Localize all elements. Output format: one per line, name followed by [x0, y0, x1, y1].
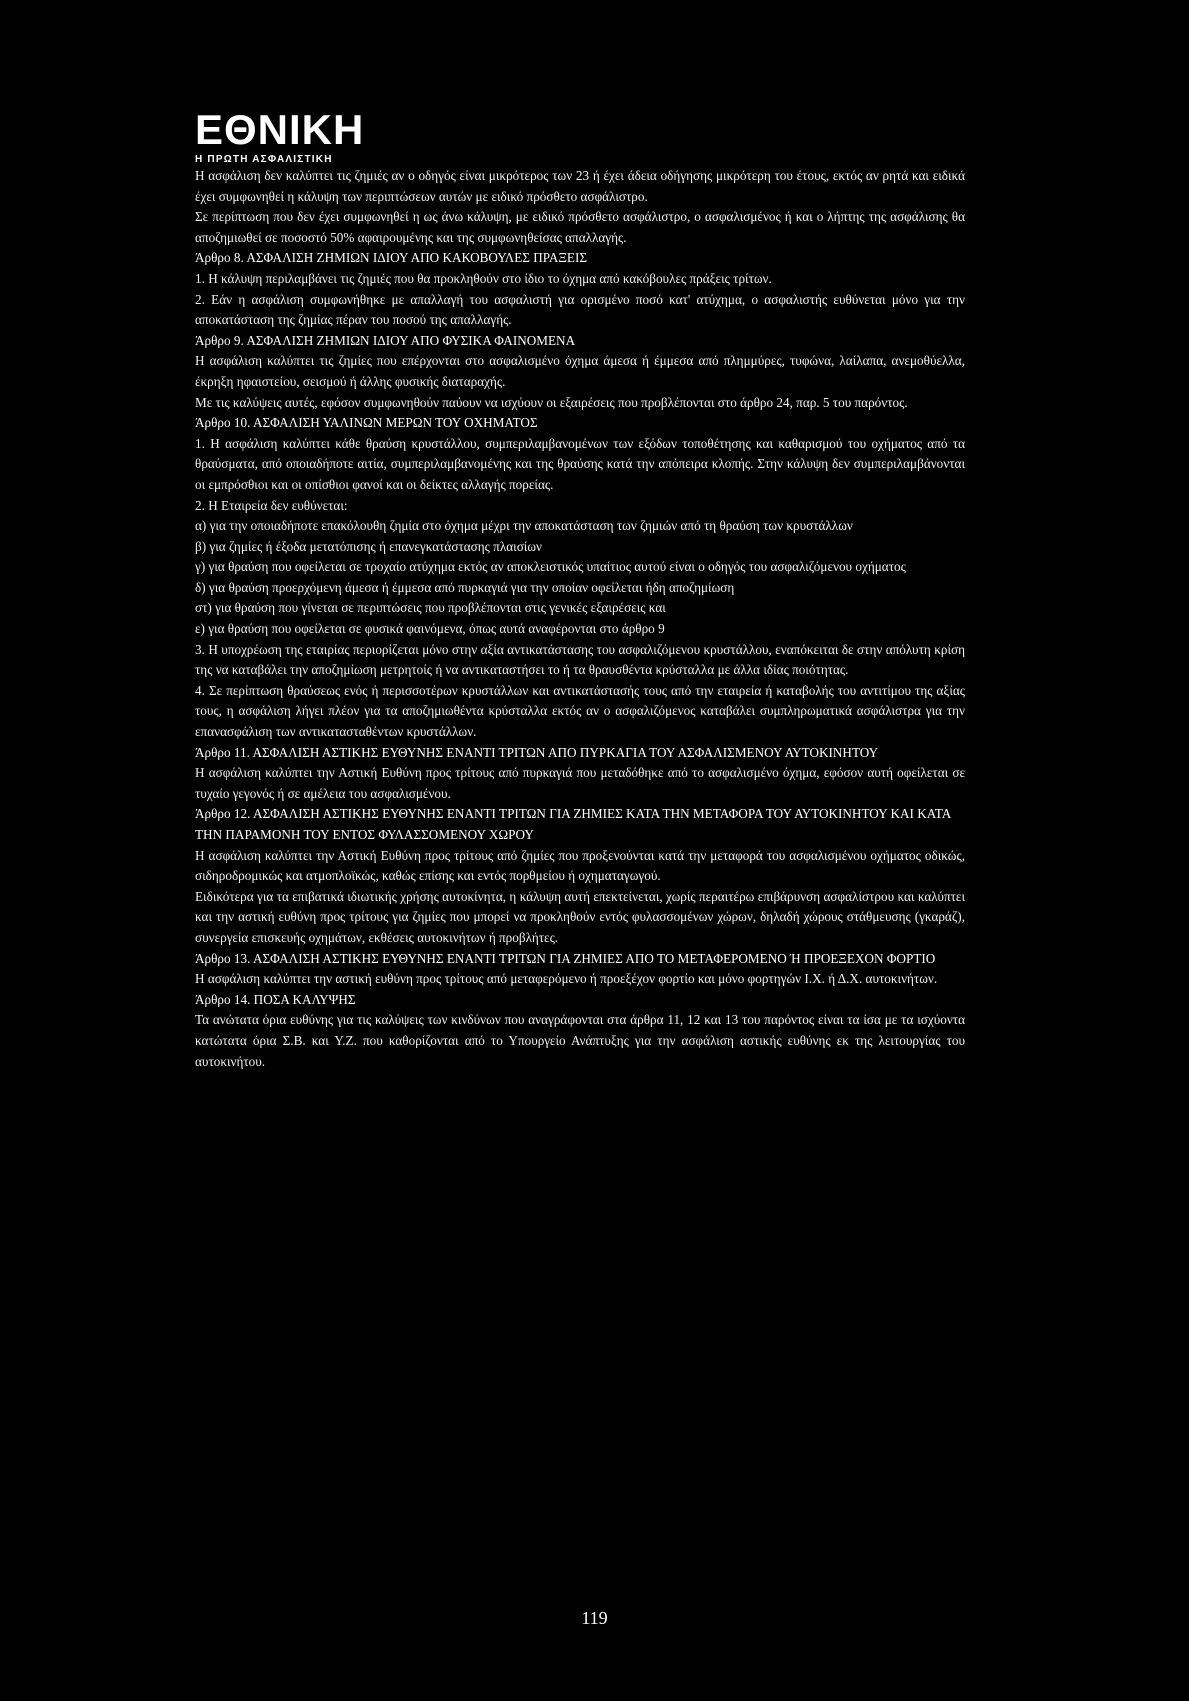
article-heading: Άρθρο 12. ΑΣΦΑΛΙΣΗ ΑΣΤΙΚΗΣ ΕΥΘΥΝΗΣ ΕΝΑΝΤΙ ΤΡΙΤΩΝ ΓΙΑ ΖΗΜΙΕΣ ΚΑΤΑ ΤΗΝ ΜΕΤΑΦΟΡΑ ΤΟΥ ΑΥΤΟΚΙΝΗΤΟΥ ΚΑΙ ΚΑΤΑ ΤΗΝ ΠΑΡΑΜΟΝΗ ΤΟΥ ΕΝΤΟΣ ΦΥΛΑΣΣΟΜΕΝΟΥ ΧΩΡΟΥ — [195, 806, 951, 842]
paragraph: 2. Εάν η ασφάλιση συμφωνήθηκε με απαλλαγή του ασφαλιστή για ορισμένο ποσό κατ' ατύχημα, ο ασφαλιστής ευθύνεται μόνο για την αποκατάσταση της ζημίας πέραν του ποσού της απαλλαγής. — [195, 291, 965, 328]
paragraph: δ) για θραύση προερχόμενη άμεσα ή έμμεσα από πυρκαγιά για την οποίαν οφείλεται ήδη αποζημίωση — [195, 579, 735, 595]
logo-title: ΕΘΝΙΚΗ — [195, 106, 365, 153]
company-logo — [195, 108, 364, 166]
logo-subtitle: Η ΠΡΩΤΗ ΑΣΦΑΛΙΣΤΙΚΗ — [195, 154, 333, 165]
article-heading: Άρθρο 9. ΑΣΦΑΛΙΣΗ ΖΗΜΙΩΝ ΙΔΙΟΥ ΑΠΟ ΦΥΣΙΚΑ ΦΑΙΝΟΜΕΝΑ — [195, 332, 576, 348]
paragraph: Σε περίπτωση που δεν έχει συμφωνηθεί η ως άνω κάλυψη, με ειδικό πρόσθετο ασφάλιστρο, ο ασφαλισμένος ή και ο λήπτης της ασφάλισης θα αποζημιωθεί σε ποσοστό 50% αφαιρουμένης και της συμφωνηθείσας απαλλαγής. — [195, 209, 965, 245]
article-heading: Άρθρο 10. ΑΣΦΑΛΙΣΗ ΥΑΛΙΝΩΝ ΜΕΡΩΝ ΤΟΥ ΟΧΗΜΑΤΟΣ — [195, 415, 538, 431]
paragraph: α) για την οποιαδήποτε επακόλουθη ζημία στο όχημα μέχρι την αποκατάσταση των ζημιών από τη θραύση των κρυστάλλων — [195, 518, 853, 534]
paragraph: 2. Η Εταιρεία δεν ευθύνεται: — [195, 497, 348, 513]
paragraph: Η ασφάλιση καλύπτει την Αστική Ευθύνη προς τρίτους από ζημίες που προξενούνται κατά την μεταφορά του ασφαλισμένου οχήματος οδικώς, σιδηροδρομικώς και ατμοπλοϊκώς, καθώς επίσης και εντός πορθμείου ή οχηματαγωγού. — [195, 847, 965, 884]
paragraph: β) για ζημίες ή έξοδα μετατόπισης ή επανεγκατάστασης πλαισίων — [195, 538, 542, 554]
paragraph: Η ασφάλιση καλύπτει τις ζημίες που επέρχονται στο ασφαλισμένο όχημα άμεσα ή έμμεσα από πλημμύρες, τυφώνα, λαίλαπα, ανεμοθύελλα, έκρηξη ηφαιστείου, σεισμού ή άλλης φυσικής διαταραχής. — [195, 353, 965, 389]
paragraph: Ειδικότερα για τα επιβατικά ιδιωτικής χρήσης αυτοκίνητα, η κάλυψη αυτή επεκτείνεται, χωρίς περαιτέρω επιβάρυνση ασφαλίστρου και καλύπτει και την αστική ευθύνη προς τρίτους για ζημίες που μπορεί να προκληθούν εντός φυλασσομένων χώρων, δηλαδή χώρους στάθμευσης (γκαράζ), συνεργεία επισκευής οχημάτων, εκθέσεις αυτοκινήτων ή προβλήτες. — [195, 888, 965, 945]
paragraph: Με τις καλύψεις αυτές, εφόσον συμφωνηθούν παύουν να ισχύουν οι εξαιρέσεις που προβλέπονται στο άρθρο 24, παρ. 5 του παρόντος. — [195, 394, 908, 410]
paragraph: Η ασφάλιση καλύπτει την Αστική Ευθύνη προς τρίτους από πυρκαγιά που μεταδόθηκε από το ασφαλισμένο όχημα, εφόσον αυτή οφείλεται σε τυχαίο γεγονός ή σε αμέλεια του ασφαλισμένου. — [195, 765, 965, 801]
paragraph: Η ασφάλιση δεν καλύπτει τις ζημιές αν ο οδηγός είναι μικρότερος των 23 ή έχει άδεια οδήγησης μικρότερη του έτους, εκτός αν ρητά και ειδικά έχει συμφωνηθεί η κάλυψη των περιπτώσεων αυτών με ειδικό πρόσθετο ασφάλιστρο. — [195, 168, 965, 204]
paragraph: γ) για θραύση που οφείλεται σε τροχαίο ατύχημα εκτός αν αποκλειστικός υπαίτιος αυτού είναι ο οδηγός του ασφαλιζόμενου οχήματος — [195, 559, 906, 575]
article-heading: Άρθρο 14. ΠΟΣΑ ΚΑΛΥΨΗΣ — [195, 991, 356, 1007]
article-heading: Άρθρο 8. ΑΣΦΑΛΙΣΗ ΖΗΜΙΩΝ ΙΔΙΟΥ ΑΠΟ ΚΑΚΟΒΟΥΛΕΣ ΠΡΑΞΕΙΣ — [195, 250, 588, 266]
paragraph: 1. Η ασφάλιση καλύπτει κάθε θραύση κρυστάλλου, συμπεριλαμβανομένων των εξόδων τοποθέτησης και καθαρισμού του οχήματος από τα θραύσματα, από οποιαδήποτε αιτία, συμπεριλαμβανομένης και της θραύσης κατά την απόπειρα κλοπής. Στην κάλυψη δεν συμπεριλαμβάνονται οι εμπρόσθιοι και οι οπίσθιοι φανοί και οι δείκτες αλλαγής πορείας. — [195, 435, 965, 492]
paragraph: 4. Σε περίπτωση θραύσεως ενός ή περισσοτέρων κρυστάλλων και αντικατάστασής τους από την εταιρεία ή καταβολής του αντιτίμου της αξίας τους, η ασφάλιση λήγει πλέον για τα αποζημιωθέντα κρύσταλλα εκτός αν ο ασφαλιζόμενος καταβάλει συμπληρωματικά ασφάλιστρα για την επανασφάλιση των αντικατασταθέντων κρυστάλλων. — [195, 682, 965, 740]
article-heading: Άρθρο 13. ΑΣΦΑΛΙΣΗ ΑΣΤΙΚΗΣ ΕΥΘΥΝΗΣ ΕΝΑΝΤΙ ΤΡΙΤΩΝ ΓΙΑ ΖΗΜΙΕΣ ΑΠΟ ΤΟ ΜΕΤΑΦΕΡΟΜΕΝΟ Ή ΠΡΟΕΞΕΧΟΝ ΦΟΡΤΙΟ — [195, 950, 936, 966]
paragraph: Τα ανώτατα όρια ευθύνης για τις καλύψεις των κινδύνων που αναγράφονται στα άρθρα 11, 12 και 13 του παρόντος είναι τα ίσα με τα ισχύοντα κατώτατα όρια Σ.Β. και Υ.Ζ. που καθορίζονται από το Υπουργείο Ανάπτυξης για την ασφάλιση αστικής ευθύνης εκ της λειτουργίας του αυτοκινήτου. — [195, 1012, 965, 1069]
document-body — [195, 166, 965, 1072]
paragraph: Η ασφάλιση καλύπτει την αστική ευθύνη προς τρίτους από μεταφερόμενο ή προεξέχον φορτίο και μόνο φορτηγών Ι.Χ. ή Δ.Χ. αυτοκινήτων. — [195, 971, 938, 987]
page-number: 119 — [581, 1608, 608, 1628]
paragraph: στ) για θραύση που γίνεται σε περιπτώσεις που προβλέπονται στις γενικές εξαιρέσεις και — [195, 600, 666, 616]
article-heading: Άρθρο 11. ΑΣΦΑΛΙΣΗ ΑΣΤΙΚΗΣ ΕΥΘΥΝΗΣ ΕΝΑΝΤΙ ΤΡΙΤΩΝ ΑΠΟ ΠΥΡΚΑΓΙΑ ΤΟΥ ΑΣΦΑΛΙΣΜΕΝΟΥ ΑΥΤΟΚΙΝΗΤΟΥ — [195, 744, 879, 760]
paragraph: ε) για θραύση που οφείλεται σε φυσικά φαινόμενα, όπως αυτά αναφέρονται στο άρθρο 9 — [195, 621, 665, 637]
paragraph: 3. Η υποχρέωση της εταιρίας περιορίζεται μόνο στην αξία αντικατάστασης του ασφαλιζόμενου κρυστάλλου, εναπόκειται δε στην απόλυτη κρίση της να καταβάλει την αποζημίωση μετρητοίς ή να αντικαταστήσει το ή τα θραυσθέντα κρύσταλλα με άλλα ιδίας ποιότητας. — [195, 641, 965, 678]
paragraph: 1. Η κάλυψη περιλαμβάνει τις ζημιές που θα προκληθούν στο ίδιο το όχημα από κακόβουλες πράξεις τρίτων. — [195, 270, 772, 286]
